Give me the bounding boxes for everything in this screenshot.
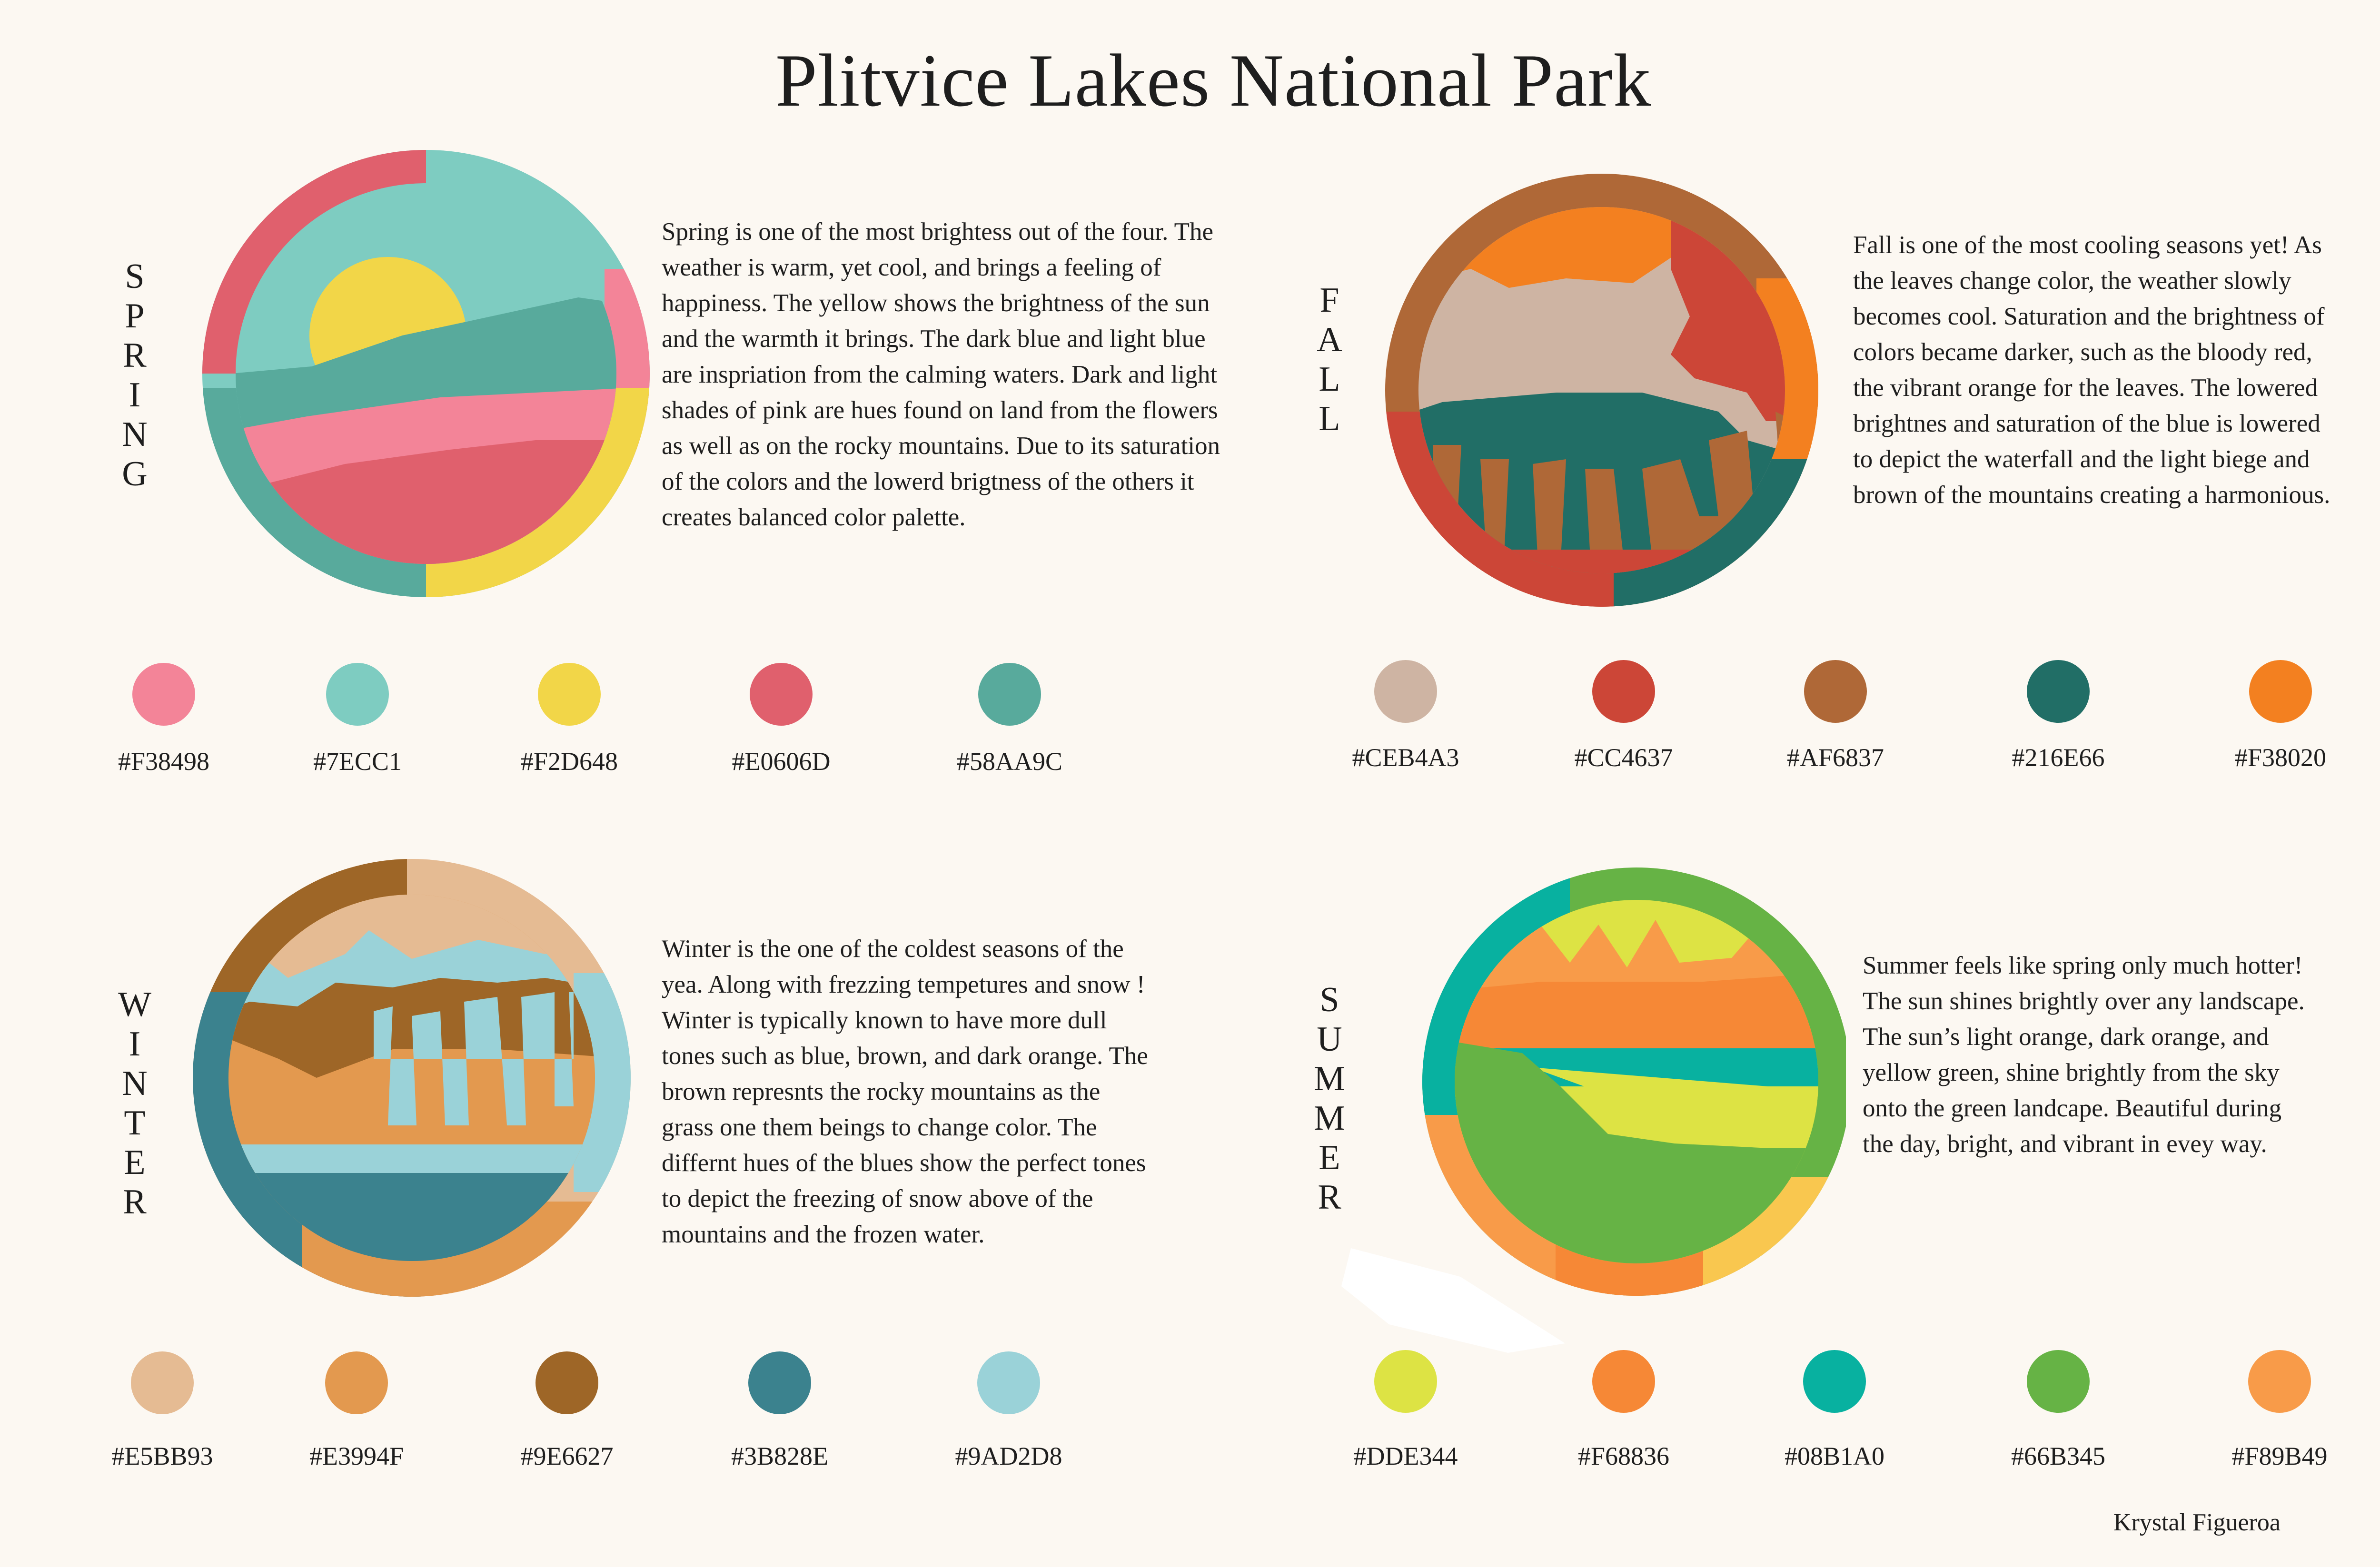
winter-illustration [193,859,631,1297]
summer-swatch [2248,1350,2311,1413]
fall-description: Fall is one of the most cooling seasons yet! As the leaves change color, the weather slowly becomes cool. Saturation and the brightness of colors became darker, such as the bloody red, the vibrant orange for the leaves. The lowered brightnes and saturation of the blue is lowered to depict the waterfall and the light biege and brown of the mountains creating a harmonious. [1853,231,2330,509]
winter-swatch [977,1351,1040,1414]
winter-letter: W [118,985,151,1024]
spring-hex: #E0606D [732,747,831,776]
spring-letter: N [122,415,148,454]
fall-hex: #216E66 [2012,743,2105,772]
author-credit: Krystal Figueroa [2113,1509,2281,1536]
summer-swatch [1592,1350,1655,1413]
fall-hex: #CC4637 [1574,743,1673,772]
summer-swatch [1803,1350,1866,1413]
fall-swatch [1804,660,1867,723]
winter-hex: #9E6627 [520,1442,614,1470]
winter-hex: #E3994F [309,1442,404,1470]
summer-hex: #66B345 [2011,1442,2106,1470]
summer-letter: R [1318,1178,1341,1217]
summer-letter: M [1314,1099,1345,1138]
winter-hex: #3B828E [731,1442,828,1470]
spring-hex: #F38498 [118,747,210,776]
fall-hex: #CEB4A3 [1352,743,1459,772]
spring-swatch [132,663,195,726]
summer-swatch [1374,1350,1437,1413]
winter-letter: R [123,1183,147,1222]
spring-illustration [202,150,650,597]
fall-letter: L [1319,360,1340,399]
summer-illustration [1341,867,1846,1358]
spring-hex: #58AA9C [956,747,1062,776]
summer-hex: #DDE344 [1353,1442,1458,1470]
summer-swatch [2027,1350,2090,1413]
winter-hex: #9AD2D8 [955,1442,1062,1470]
page-title: Plitvice Lakes National Park [775,39,1652,122]
winter-swatch [325,1351,388,1414]
summer-hex: #08B1A0 [1784,1442,1884,1470]
spring-swatch [326,663,389,726]
fall-letter: F [1319,281,1339,320]
spring-letter: S [125,257,145,296]
winter-swatch [748,1351,811,1414]
summer-description: Summer feels like spring only much hotter! The sun shines brightly over any landscape. The sun’s light orange, dark orange, and yellow green, shine brightly from the sky onto the green landcape. Beautiful during the day, bright, and vibrant in evey way. [1863,952,2305,1158]
fall-swatch [2027,660,2090,723]
winter-letter: T [124,1104,146,1143]
spring-description: Spring is one of the most brightess out of the four. The weather is warm, yet cool, and brings a feeling of happiness. The yellow shows the brightness of the sun and the warmth it brings. The dark blue and light blue are inspriation from the calming waters. Dark and light shades of pink are hues found on land from the flowers as well as on the rocky mountains. Due to its saturation of the colors and the lowerd brigtness of the others it creates balanced color palette. [662,218,1220,531]
summer-hex: #F68836 [1577,1442,1670,1470]
fall-swatch [1374,660,1437,723]
fall-swatch [2249,660,2312,723]
fall-illustration [1385,174,1818,607]
spring-swatch [978,663,1041,726]
fall-letter: L [1319,399,1340,438]
summer-letter: S [1319,980,1339,1019]
summer-letter: E [1319,1138,1340,1177]
spring-letter: P [125,296,145,335]
winter-swatch [131,1351,194,1414]
fall-heading [1306,281,1353,439]
winter-letter: I [129,1025,141,1064]
spring-hex: #F2D648 [520,747,618,776]
spring-swatch [750,663,813,726]
winter-letter: E [124,1143,146,1182]
winter-letter: N [122,1064,148,1103]
spring-swatch [538,663,601,726]
spring-heading [111,257,159,494]
spring-letter: G [122,454,148,493]
winter-swatch [536,1351,598,1414]
spring-letter: R [123,336,147,375]
winter-heading [111,985,159,1222]
fall-hex: #F38020 [2234,743,2327,772]
fall-letter: A [1317,320,1342,359]
spring-hex: #7ECC1 [313,747,402,776]
summer-letter: M [1314,1059,1345,1098]
summer-letter: U [1317,1020,1342,1059]
fall-hex: #AF6837 [1786,743,1884,772]
winter-hex: #E5BB93 [111,1442,213,1470]
winter-description: Winter is the one of the coldest seasons of the yea. Along with frezzing tempetures and snow ! Winter is typically known to have more dull tones such as blue, brown, and dark orange. The brown represnts the rocky mountains as the grass one them beings to change color. The differnt hues of the blues show the perfect tones to depict the freezing of snow above of the mountains and the frozen water. [662,935,1148,1248]
spring-letter: I [129,375,141,414]
summer-hex: #F89B49 [2231,1442,2328,1470]
fall-swatch [1592,660,1655,723]
